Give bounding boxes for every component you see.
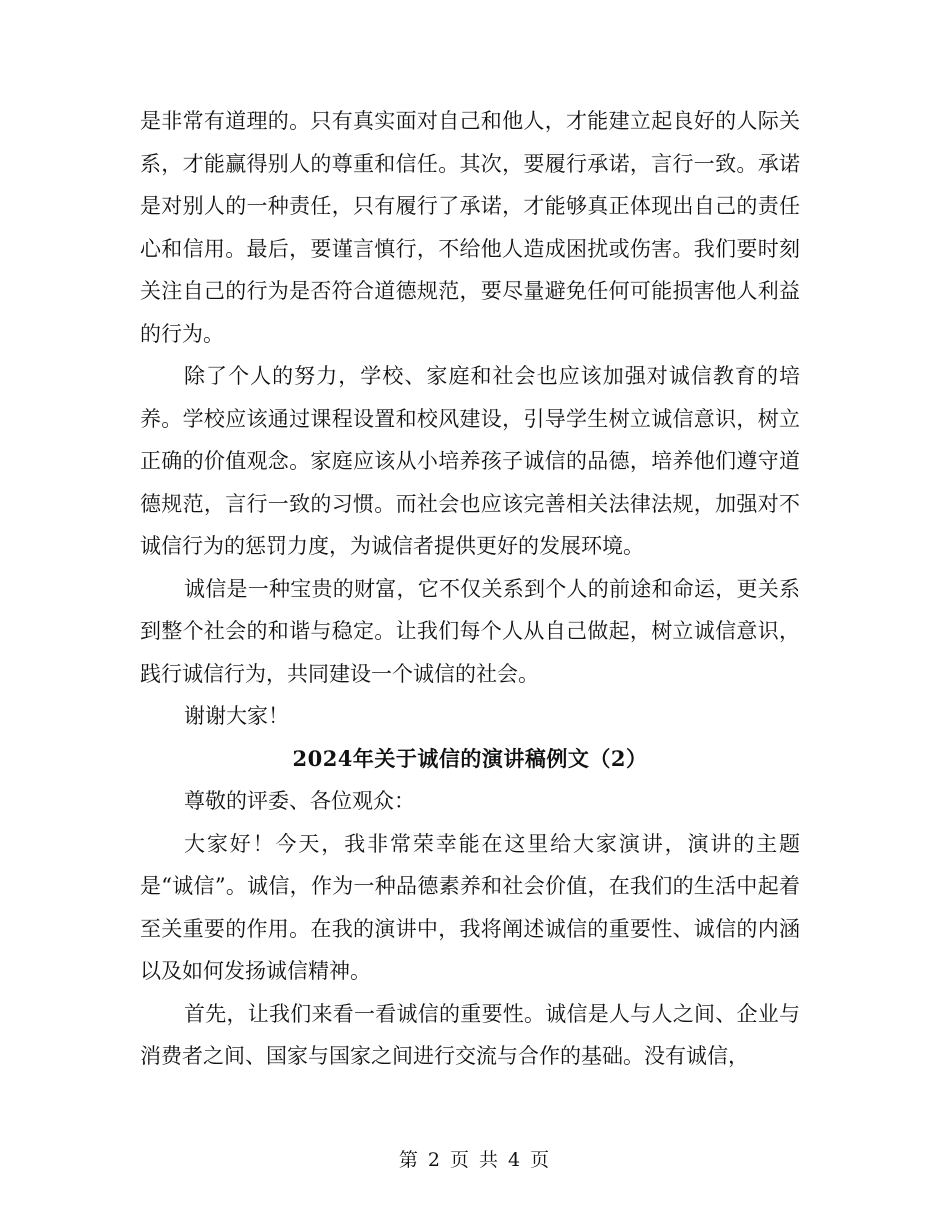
paragraph-intro: 大家好！今天，我非常荣幸能在这里给大家演讲，演讲的主题是“诚信”。诚信，作为一种品德素养和社会价值，在我们的生活中起着至关重要的作用。在我的演讲中，我将阐述诚信的重要性、诚信的内涵以及如何发扬诚信精神。 (140, 831, 800, 983)
paragraph-conclusion: 诚信是一种宝贵的财富，它不仅关系到个人的前途和命运，更关系到整个社会的和谐与稳定。让我们每个人从自己做起，树立诚信意识，践行诚信行为，共同建设一个诚信的社会。 (140, 576, 800, 686)
paragraph-importance: 首先，让我们来看一看诚信的重要性。诚信是人与人之间、企业与消费者之间、国家与国家之间进行交流与合作的基础。没有诚信， (140, 1001, 800, 1068)
paragraph-continuation: 是非常有道理的。只有真实面对自己和他人，才能建立起良好的人际关系，才能赢得别人的尊重和信任。其次，要履行承诺，言行一致。承诺是对别人的一种责任，只有履行了承诺，才能够真正体现出自己的责任心和信用。最后，要谨言慎行，不给他人造成困扰或伤害。我们要时刻关注自己的行为是否符合道德规范，要尽量避免任何可能损害他人利益的行为。 (140, 109, 800, 346)
paragraph-thanks: 谢谢大家！ (184, 704, 289, 728)
section-title: 2024年关于诚信的演讲稿例文（2） (292, 745, 648, 771)
document-body (140, 100, 800, 1078)
paragraph-education: 除了个人的努力，学校、家庭和社会也应该加强对诚信教育的培养。学校应该通过课程设置和校风建设，引导学生树立诚信意识，树立正确的价值观念。家庭应该从小培养孩子诚信的品德，培养他们遵守道德规范，言行一致的习惯。而社会也应该完善相关法律法规，加强对不诚信行为的惩罚力度，为诚信者提供更好的发展环境。 (140, 364, 800, 558)
paragraph-salutation: 尊敬的评委、各位观众： (184, 789, 415, 813)
page-footer: 第 2 页 共 4 页 (398, 1149, 552, 1171)
